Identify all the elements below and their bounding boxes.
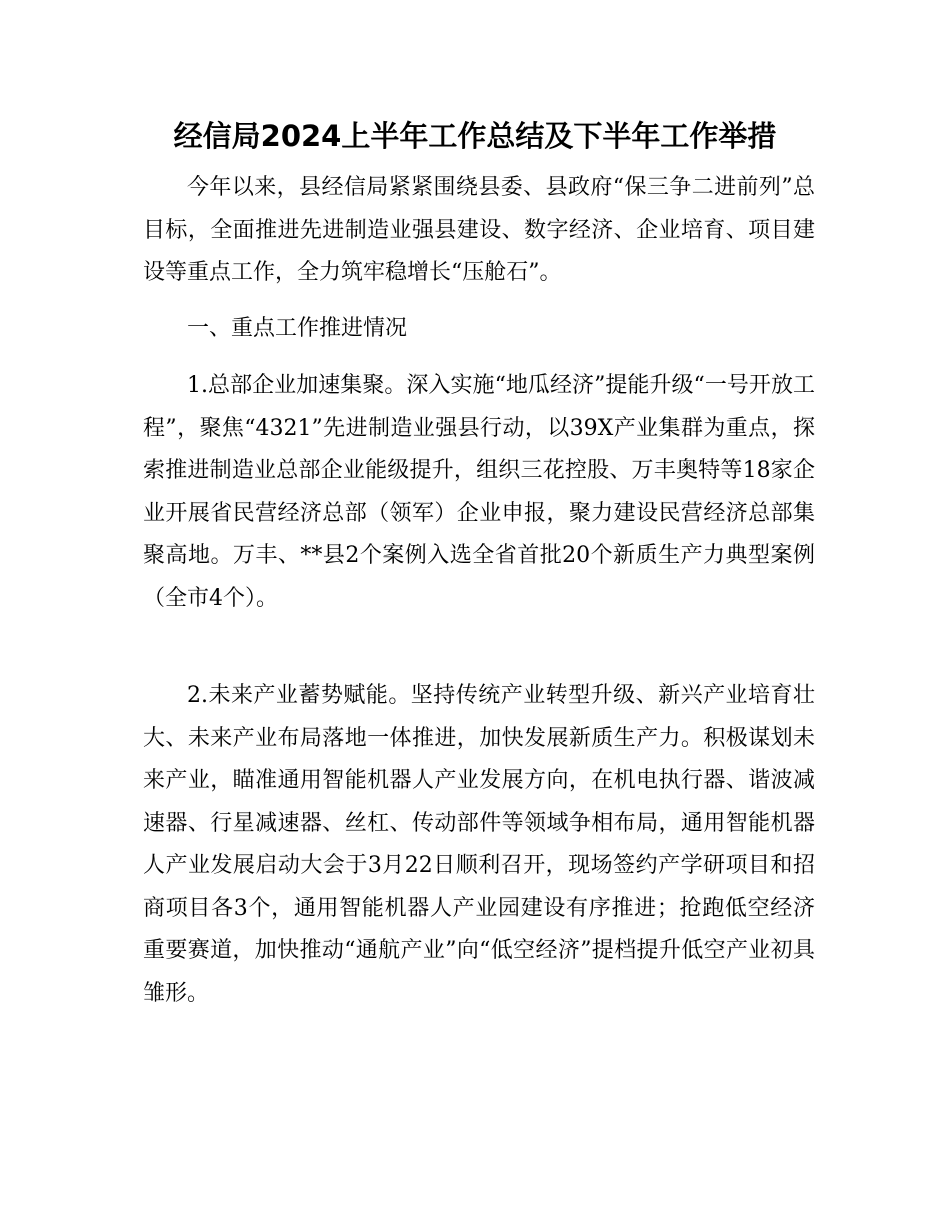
intro-paragraph: 今年以来，县经信局紧紧围绕县委、县政府“保三争二进前列”总目标，全面推进先进制造业强县建设、数字经济、企业培育、项目建设等重点工作，全力筑牢稳增长“压舱石”。 [143,175,815,285]
paragraph-item-2: 2.未来产业蓄势赋能。坚持传统产业转型升级、新兴产业培育壮大、未来产业布局落地一体推进，加快发展新质生产力。积极谋划未来产业，瞄准通用智能机器人产业发展方向，在机电执行器、谐波减速器、行星减速器、丝杠、传动部件等领域争相布局，通用智能机器人产业发展启动大会于3月22日顺利召开，现场签约产学研项目和招商项目各3个，通用智能机器人产业园建设有序推进；抢跑低空经济重要赛道，加快推动“通航产业”向“低空经济”提档提升低空产业初具雏形。 [143,683,815,1006]
section-heading: 一、重点工作推进情况 [187,316,408,341]
document-title: 经信局2024上半年工作总结及下半年工作举措 [173,119,777,153]
paragraph-item-1: 1.总部企业加速集聚。深入实施“地瓜经济”提能升级“一号开放工程”，聚焦“4321”先进制造业强县行动，以39X产业集群为重点，探索推进制造业总部企业能级提升，组织三花控股、万丰奥特等18家企业开展省民营经济总部（领军）企业申报，聚力建设民营经济总部集聚高地。万丰、**县2个案例入选全省首批20个新质生产力典型案例（全市4个）。 [143,373,815,611]
